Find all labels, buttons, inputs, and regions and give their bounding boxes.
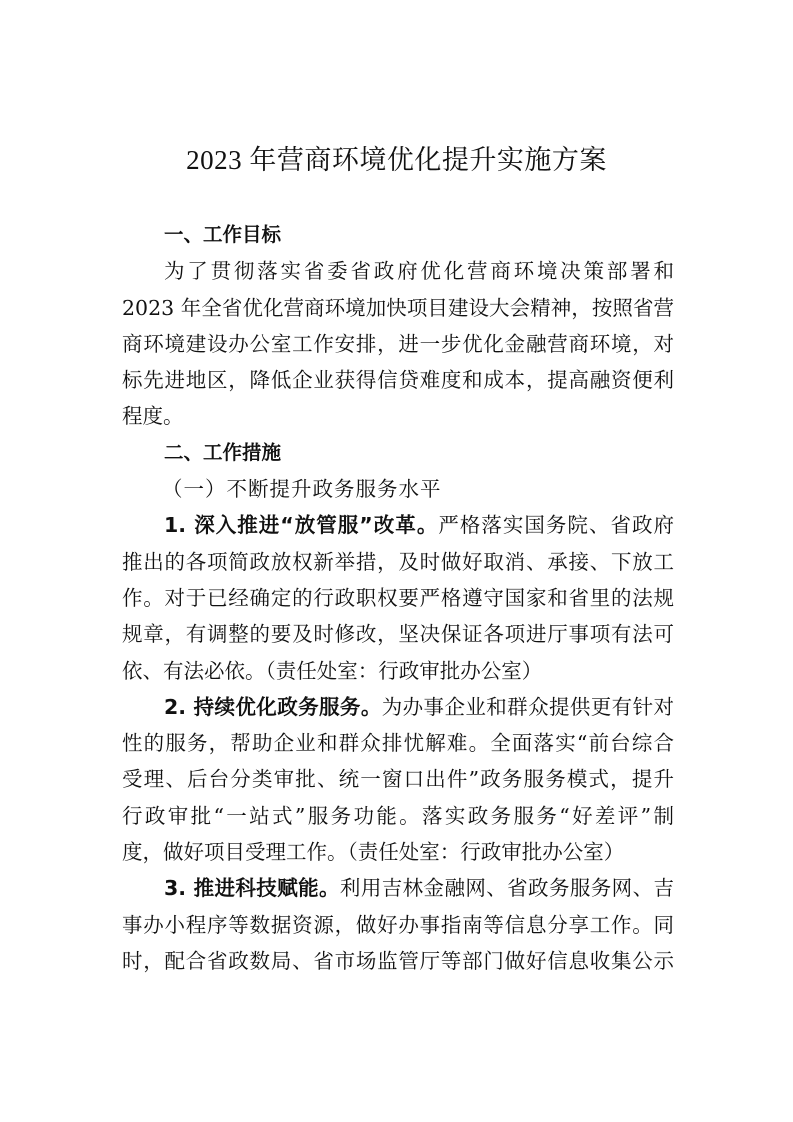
- paragraph-line: 依、有法必依。（责任处室：行政审批办公室）: [122, 658, 543, 683]
- item-2-first-line: [122, 689, 674, 725]
- item-3-text: 利用吉林金融网、省政务服务网、吉: [339, 876, 674, 901]
- paragraph-line: 标先进地区，降低企业获得信贷难度和成本，提高融资便利: [122, 368, 674, 393]
- item-2-text: 为办事企业和群众提供更有针对: [381, 694, 674, 719]
- item-1-text: 严格落实国务院、省政府: [438, 513, 674, 538]
- paragraph-line: 性的服务，帮助企业和群众排忧解难。全面落实“前台综合: [122, 731, 674, 756]
- document-title: 2023 年营商环境优化提升实施方案: [186, 145, 607, 175]
- paragraph-line: 度，做好项目受理工作。（责任处室：行政审批办公室）: [122, 840, 625, 865]
- document-body: [122, 217, 674, 979]
- paragraph-line: 推出的各项简政放权新举措，及时做好取消、承接、下放工: [122, 549, 674, 574]
- paragraph-line: 作。对于已经确定的行政职权要严格遵守国家和省里的法规: [122, 585, 674, 610]
- section-heading-goals: 一、工作目标: [164, 223, 282, 246]
- paragraph-line: 2023 年全省优化营商环境加快项目建设大会精神，按照省营: [122, 295, 674, 320]
- item-1-first-line: [122, 507, 674, 543]
- item-3-first-line: [122, 870, 674, 906]
- paragraph-line: 行政审批“一站式”服务功能。落实政务服务“好差评”制: [122, 803, 674, 828]
- section-heading-measures: 二、工作措施: [164, 440, 282, 464]
- paragraph-line: 规章，有调整的要及时修改，坚决保证各项进厅事项有法可: [122, 622, 674, 647]
- paragraph-line: 为了贯彻落实省委省政府优化营商环境决策部署和: [164, 259, 674, 284]
- item-3-lead: 3. 推进科技赋能。: [164, 876, 340, 901]
- item-1-lead: 1. 深入推进“放管服”改革。: [164, 513, 439, 538]
- item-2-lead: 2. 持续优化政务服务。: [164, 694, 382, 719]
- paragraph-line: 事办小程序等数据资源，做好办事指南等信息分享工作。同: [122, 912, 674, 937]
- paragraph-line: 时，配合省政数局、省市场监管厅等部门做好信息收集公示: [122, 948, 674, 973]
- paragraph-line: 受理、后台分类审批、统一窗口出件”政务服务模式，提升: [122, 767, 674, 792]
- paragraph-line: 程度。: [122, 404, 184, 429]
- paragraph-line: 商环境建设办公室工作安排，进一步优化金融营商环境，对: [122, 331, 674, 356]
- subsection-heading: （一）不断提升政务服务水平: [162, 477, 442, 502]
